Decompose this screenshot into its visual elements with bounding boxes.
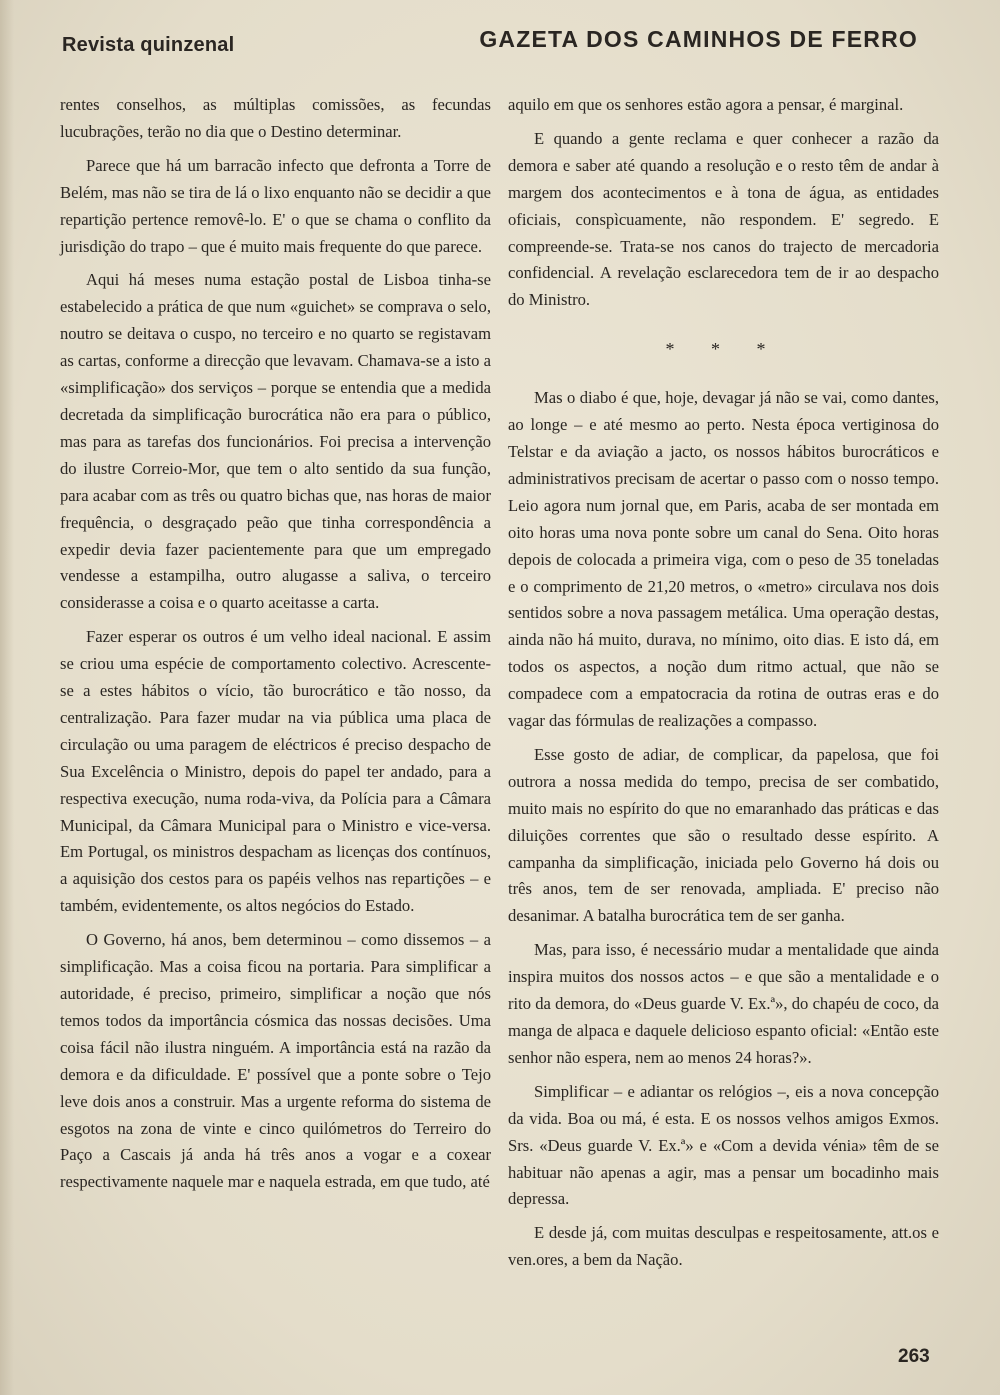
page-number: 263: [898, 1346, 930, 1367]
page-spine-shadow: [0, 0, 14, 1395]
paragraph: Mas, para isso, é necessário mudar a mentalidade que ainda inspira muitos dos nossos actos – e que são a mentalidade e o rito da demora, do «Deus guarde V. Ex.ª», do chapéu de coco, da manga de alpaca e daquele delicioso espanto oficial: «Então este senhor não espera, nem ao menos 24 horas?».: [508, 940, 939, 1067]
running-header-left: Revista quinzenal: [62, 34, 235, 56]
paragraph: E desde já, com muitas desculpas e respeitosamente, att.os e ven.ores, a bem da Nação.: [508, 1223, 939, 1270]
text-column-left: [60, 92, 491, 1203]
paragraph: Parece que há um barracão infecto que defronta a Torre de Belém, mas não se tira de lá o lixo enquanto não se decidir a que repartição pertence removê-lo. E' o que se chama o conflito da jurisdição do trapo – que é muito mais frequente do que parece.: [60, 155, 491, 256]
section-separator: * * *: [665, 339, 782, 360]
paragraph: Esse gosto de adiar, de complicar, da papelosa, que foi outrora a nossa medida do tempo, precisa de ser combatido, muito mais no espírito do que no emaranhado das práticas e das diluições correntes que são o resultado desse espírito. A campanha da simplificação, iniciada pelo Governo há dois ou três anos, tem de ser renovada, ampliada. E' preciso não desanimar. A batalha burocrática tem de ser ganha.: [508, 744, 939, 926]
paragraph: Aqui há meses numa estação postal de Lisboa tinha-se estabelecido a prática de que num «guichet» se comprava o selo, noutro se deitava o cuspo, no terceiro e no quarto se registavam as cartas, conforme a direcção que levavam. Chamava-se a isto a «simplificação» dos serviços – porque se entendia que a medida decretada da simplificação burocrática não era para o público, mas para as tarefas dos funcionários. Foi precisa a intervenção do ilustre Correio-Mor, que tem o alto sentido da sua função, para acabar com as três ou quatro bichas que, nas horas de maior frequência, o desgraçado peão que tinha correspondência a expedir devia fazer pacientemente para que um empregado vendesse a estampilha, outro alugasse a saliva, o terceiro considerasse a coisa e o quarto aceitasse a carta.: [60, 270, 491, 613]
paragraph: rentes conselhos, as múltiplas comissões, as fecundas lucubrações, terão no dia que o Destino determinar.: [60, 95, 491, 141]
paragraph: E quando a gente reclama e quer conhecer a razão da demora e saber até quando a resolução e o resto têm de andar à margem dos acontecimentos e à tona de água, as entidades oficiais, conspìcuamente, não respondem. E' segredo. E compreende-se. Trata-se nos canos do trajecto de mercadoria confidencial. A revelação esclarecedora tem de ir ao despacho do Ministro.: [508, 128, 939, 310]
text-column-right: [508, 92, 939, 1281]
running-header-right: GAZETA DOS CAMINHOS DE FERRO: [479, 26, 918, 52]
paragraph: O Governo, há anos, bem determinou – como dissemos – a simplificação. Mas a coisa ficou na portaria. Para simplificar a autoridade, é preciso, primeiro, simplificar a noção que nós temos todos da importância cósmica das nossas decisões. Uma coisa fácil não ilustra ninguém. A importância está na razão da demora e da dificuldade. E' possível que a ponte sobre o Tejo leve dois anos a construir. Mas a urgente reforma do sistema de esgotos na zona de vinte e cinco quilómetros do Terreiro do Paço a Cascais já anda há três anos a vogar e a coxear respectivamente naquele mar e naquela estrada, em que tudo, até: [60, 930, 491, 1192]
paragraph: Fazer esperar os outros é um velho ideal nacional. E assim se criou uma espécie de comportamento colectivo. Acrescente-se a estes hábitos o vício, tão burocrático e tão nosso, da centralização. Para fazer mudar na via pública uma placa de circulação ou uma paragem de eléctricos é preciso despacho de Sua Excelência o Ministro, depois do papel ter andado, para a respectiva execução, numa roda-viva, da Polícia para a Câmara Municipal, da Câmara Municipal para o Ministro e vice-versa. Em Portugal, os ministros despacham as licenças dos contínuos, a aquisição dos cestos para os papéis velhos nas repartições – e também, evidentemente, os altos negócios do Estado.: [60, 627, 491, 916]
paragraph: Simplificar – e adiantar os relógios –, eis a nova concepção da vida. Boa ou má, é esta. E os nossos velhos amigos Exmos. Srs. «Deus guarde V. Ex.ª» e «Com a devida vénia» têm de se habituar não apenas a agir, mas a pensar um bocadinho mais depressa.: [508, 1081, 939, 1209]
paragraph: Mas o diabo é que, hoje, devagar já não se vai, como dantes, ao longe – e até mesmo ao perto. Nesta época vertiginosa do Telstar e da aviação a jacto, os nossos hábitos burocráticos e administrativos precisam de acertar o passo com o nosso tempo. Leio agora num jornal que, em Paris, acaba de ser montada em oito horas uma nova ponte sobre um canal do Sena. Oito horas depois de colocada a primeira viga, com o peso de 35 toneladas e o comprimento de 21,20 metros, o «metro» circulava nos dois sentidos sobre a nova passagem metálica. Uma operação destas, ainda não há muito, durava, no mínimo, oito dias. E isto dá, em todos os aspectos, a noção dum ritmo actual, que não se compadece com a empatocracia da rotina de outras eras e do vagar das fórmulas de realizações a compasso.: [508, 388, 939, 731]
paragraph: aquilo em que os senhores estão agora a pensar, é marginal.: [508, 95, 904, 114]
